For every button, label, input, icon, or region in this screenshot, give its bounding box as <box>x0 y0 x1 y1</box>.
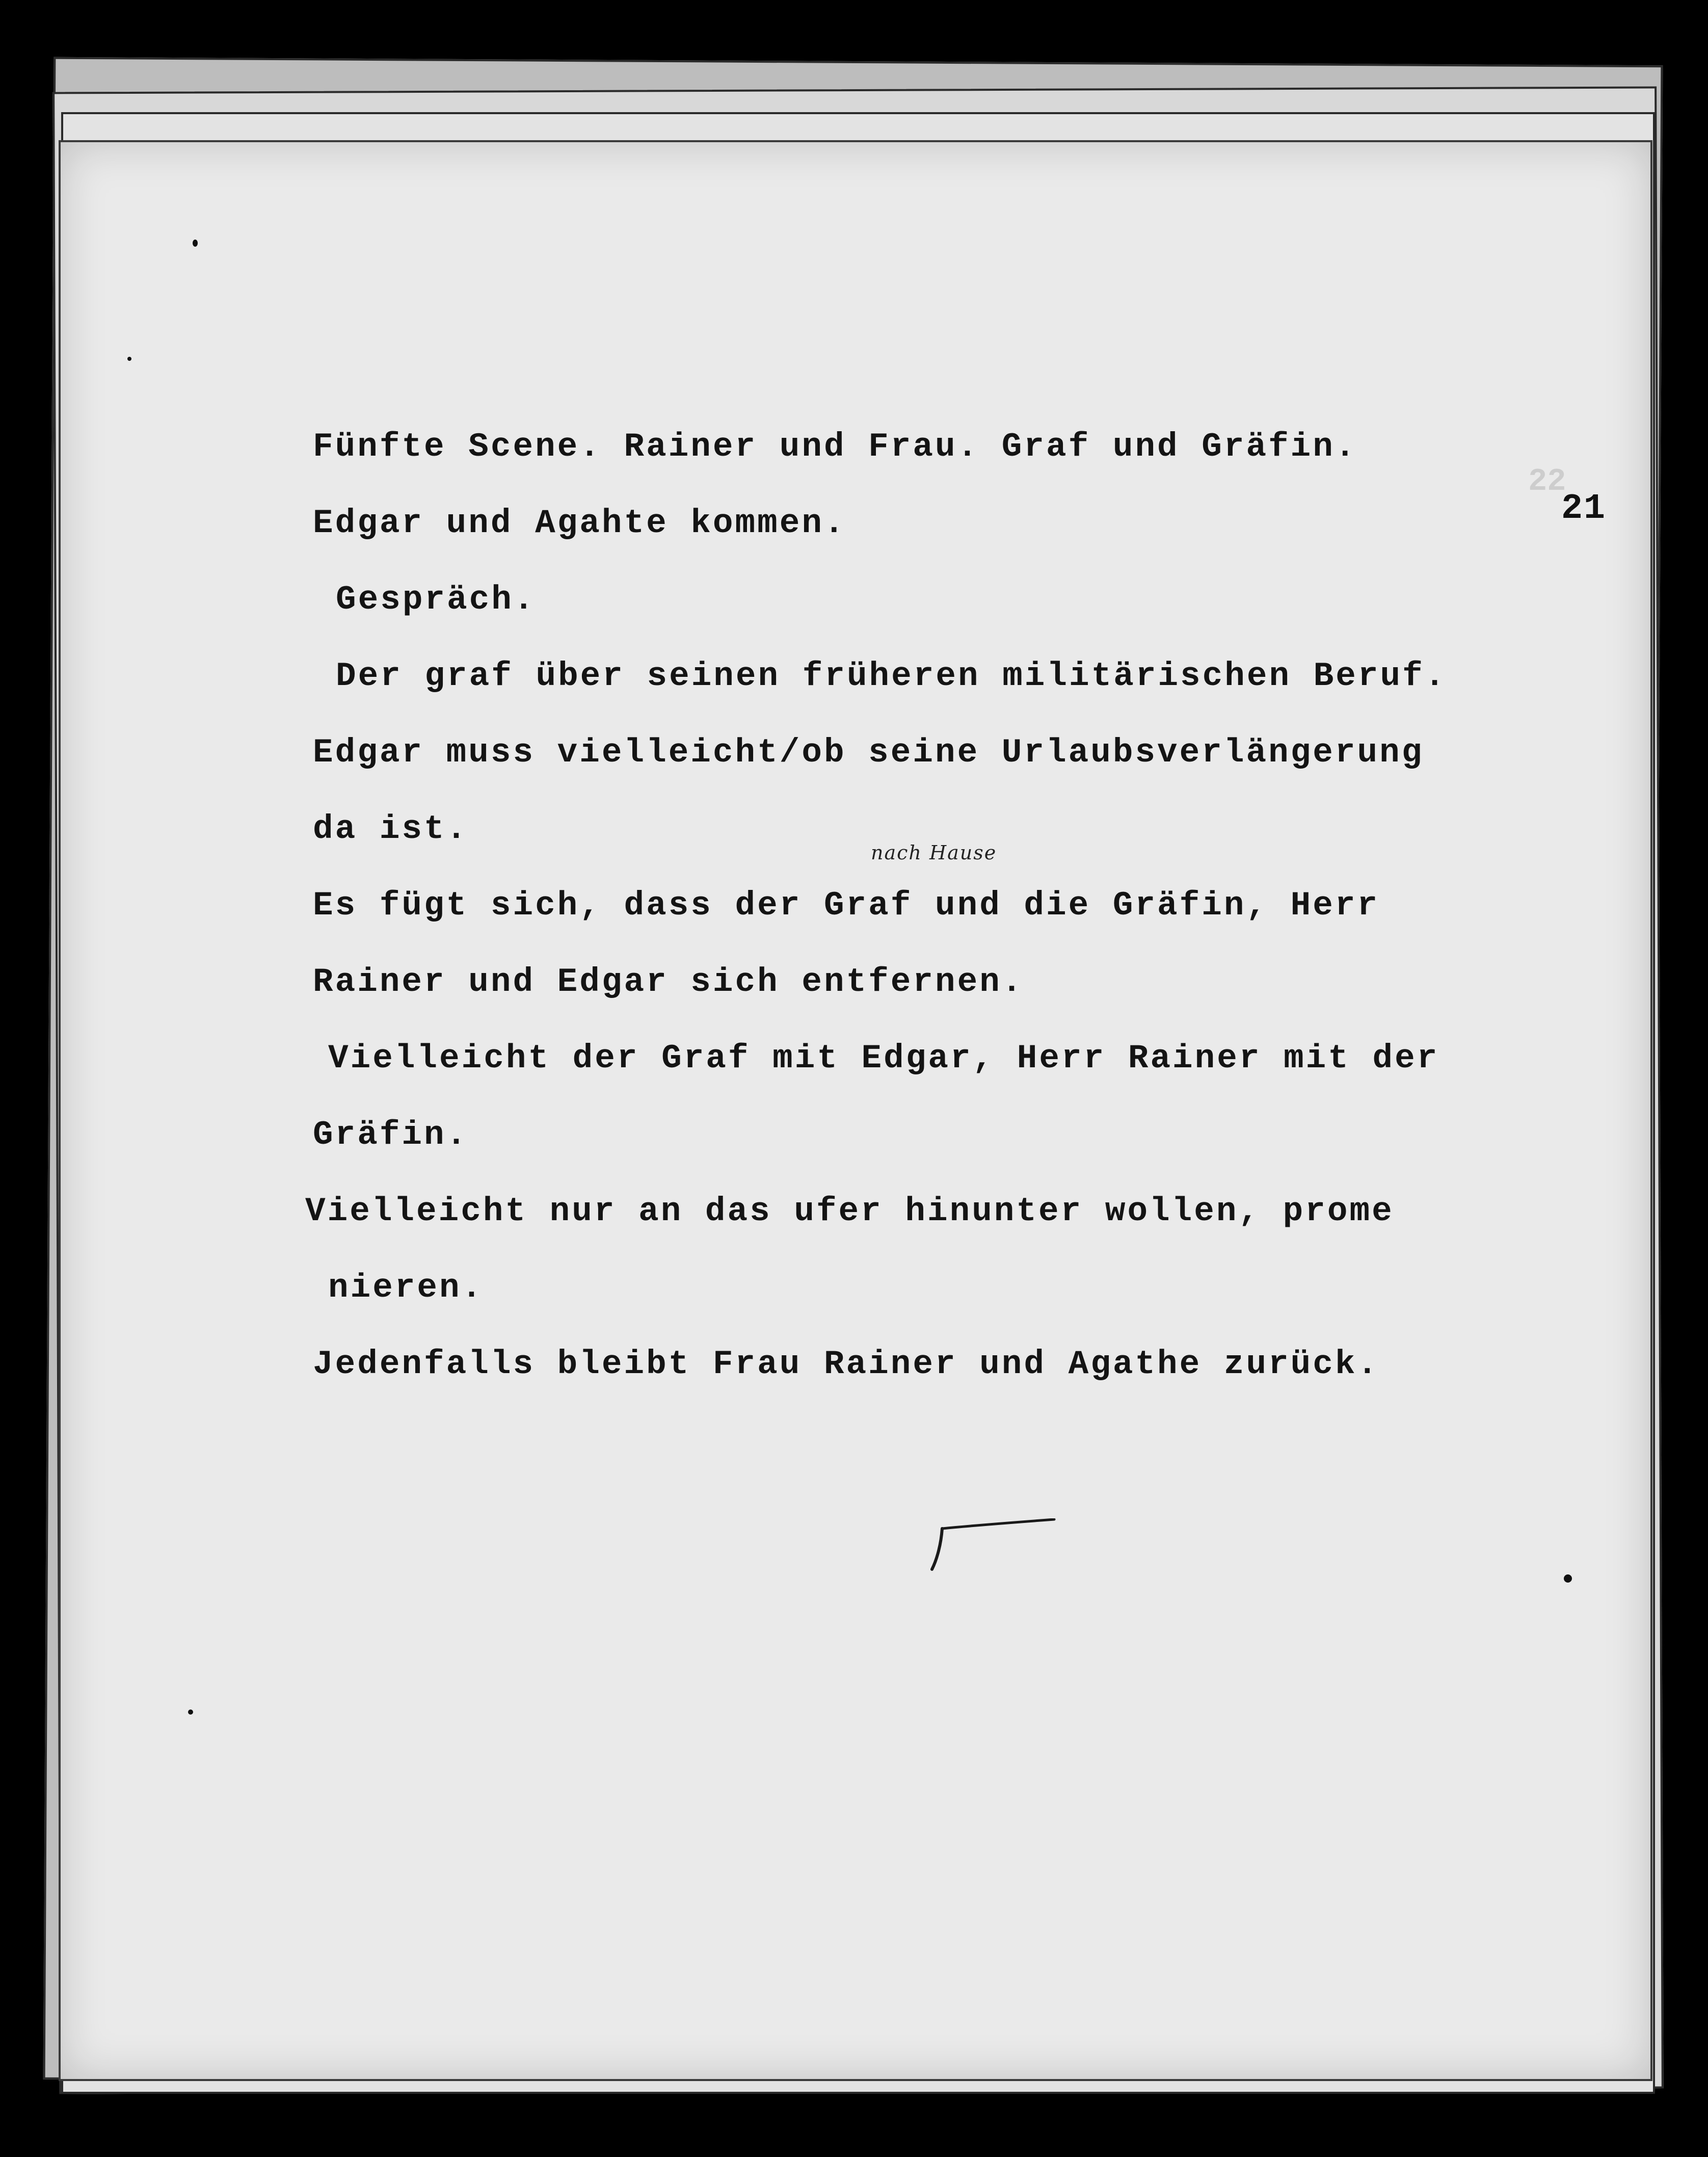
handwritten-mark <box>927 1518 1059 1574</box>
ink-speck <box>193 240 198 247</box>
ink-speck <box>127 357 131 361</box>
text-line: Rainer und Edgar sich entfernen. <box>313 963 1024 1001</box>
text-line: Es fügt sich, dass der Graf und die Gräfin, Herr <box>313 886 1380 925</box>
text-line: Edgar muss vielleicht/ob seine Urlaubsverlängerung <box>313 733 1424 772</box>
text-line: Gräfin. <box>313 1116 469 1154</box>
page-number: 21 <box>1561 489 1607 529</box>
handwritten-annotation: nach Hause <box>871 841 997 864</box>
text-line: Edgar und Agahte kommen. <box>313 504 846 542</box>
text-line: nieren. <box>328 1269 484 1307</box>
ink-speck <box>188 1709 193 1715</box>
text-line: Der graf über seinen früheren militärischen Beruf. <box>336 657 1447 695</box>
show-through-page-number: 22 <box>1528 463 1566 499</box>
text-line: Gespräch. <box>336 581 536 619</box>
ink-speck <box>1564 1574 1572 1583</box>
text-line: Jedenfalls bleibt Frau Rainer und Agathe zurück. <box>313 1345 1380 1383</box>
text-line: Vielleicht nur an das ufer hinunter wollen, prome <box>305 1192 1394 1230</box>
text-line: Fünfte Scene. Rainer und Frau. Graf und Gräfin. <box>313 428 1357 466</box>
text-line: da ist. <box>313 810 469 848</box>
typescript-page <box>59 140 1652 2081</box>
text-line: Vielleicht der Graf mit Edgar, Herr Rainer mit der <box>328 1039 1439 1077</box>
